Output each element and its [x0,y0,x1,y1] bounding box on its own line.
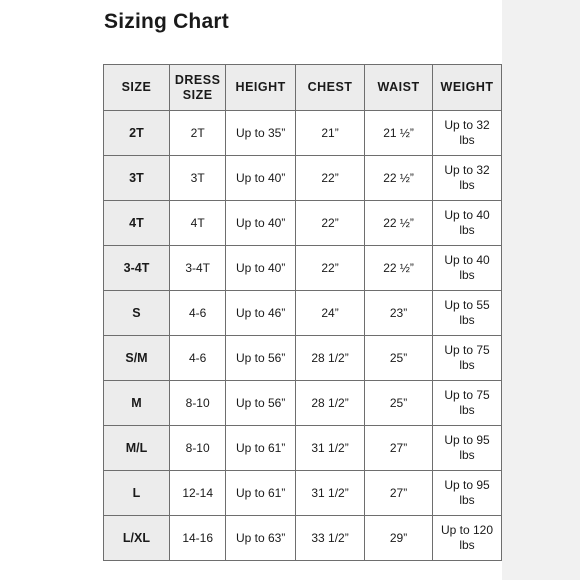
cell-chest: 31 1/2” [295,426,364,471]
cell-dress-size: 4-6 [169,336,225,381]
column-header-height: HEIGHT [226,65,296,111]
cell-waist: 27” [365,471,433,516]
table-row [104,156,502,201]
cell-height: Up to 63” [226,516,296,561]
cell-dress-size: 3-4T [169,246,225,291]
cell-waist: 21 ½” [365,111,433,156]
cell-chest: 22” [295,201,364,246]
cell-weight: Up to 32 lbs [433,156,502,201]
cell-waist: 22 ½” [365,246,433,291]
cell-dress-size: 8-10 [169,381,225,426]
cell-chest: 33 1/2” [295,516,364,561]
cell-weight: Up to 95 lbs [433,426,502,471]
cell-weight: Up to 40 lbs [433,246,502,291]
cell-waist: 27” [365,426,433,471]
cell-dress-size: 4-6 [169,291,225,336]
cell-height: Up to 56” [226,336,296,381]
cell-waist: 25” [365,336,433,381]
page-title: Sizing Chart [104,10,229,33]
cell-size: S/M [104,336,170,381]
table-row [104,336,502,381]
cell-height: Up to 40” [226,156,296,201]
table-row [104,201,502,246]
cell-dress-size: 4T [169,201,225,246]
cell-chest: 22” [295,156,364,201]
cell-weight: Up to 120 lbs [433,516,502,561]
cell-height: Up to 61” [226,471,296,516]
column-header-size: SIZE [104,65,170,111]
table-row [104,246,502,291]
cell-size: S [104,291,170,336]
column-header-weight: WEIGHT [433,65,502,111]
cell-weight: Up to 32 lbs [433,111,502,156]
cell-waist: 22 ½” [365,156,433,201]
table-row [104,111,502,156]
cell-height: Up to 46” [226,291,296,336]
cell-size: L/XL [104,516,170,561]
cell-weight: Up to 75 lbs [433,336,502,381]
cell-height: Up to 40” [226,246,296,291]
cell-chest: 28 1/2” [295,381,364,426]
table-row [104,516,502,561]
cell-dress-size: 8-10 [169,426,225,471]
cell-size: 3T [104,156,170,201]
cell-height: Up to 56” [226,381,296,426]
table-row [104,381,502,426]
column-header-dress-size: DRESS SIZE [169,65,225,111]
cell-dress-size: 14-16 [169,516,225,561]
cell-dress-size: 3T [169,156,225,201]
cell-waist: 29” [365,516,433,561]
sizing-table [103,64,502,561]
cell-weight: Up to 75 lbs [433,381,502,426]
cell-size: 2T [104,111,170,156]
column-header-chest: CHEST [295,65,364,111]
cell-weight: Up to 55 lbs [433,291,502,336]
cell-weight: Up to 95 lbs [433,471,502,516]
cell-height: Up to 40” [226,201,296,246]
cell-waist: 25” [365,381,433,426]
cell-size: M/L [104,426,170,471]
table-row [104,426,502,471]
cell-chest: 31 1/2” [295,471,364,516]
cell-dress-size: 2T [169,111,225,156]
cell-size: L [104,471,170,516]
cell-chest: 21” [295,111,364,156]
cell-dress-size: 12-14 [169,471,225,516]
outer-background [502,0,580,580]
cell-height: Up to 61” [226,426,296,471]
table-row [104,291,502,336]
cell-size: M [104,381,170,426]
cell-chest: 24” [295,291,364,336]
cell-height: Up to 35” [226,111,296,156]
cell-waist: 22 ½” [365,201,433,246]
cell-chest: 22” [295,246,364,291]
cell-size: 3-4T [104,246,170,291]
cell-chest: 28 1/2” [295,336,364,381]
cell-weight: Up to 40 lbs [433,201,502,246]
table-header-row [104,65,502,111]
table-row [104,471,502,516]
column-header-waist: WAIST [365,65,433,111]
cell-size: 4T [104,201,170,246]
cell-waist: 23” [365,291,433,336]
